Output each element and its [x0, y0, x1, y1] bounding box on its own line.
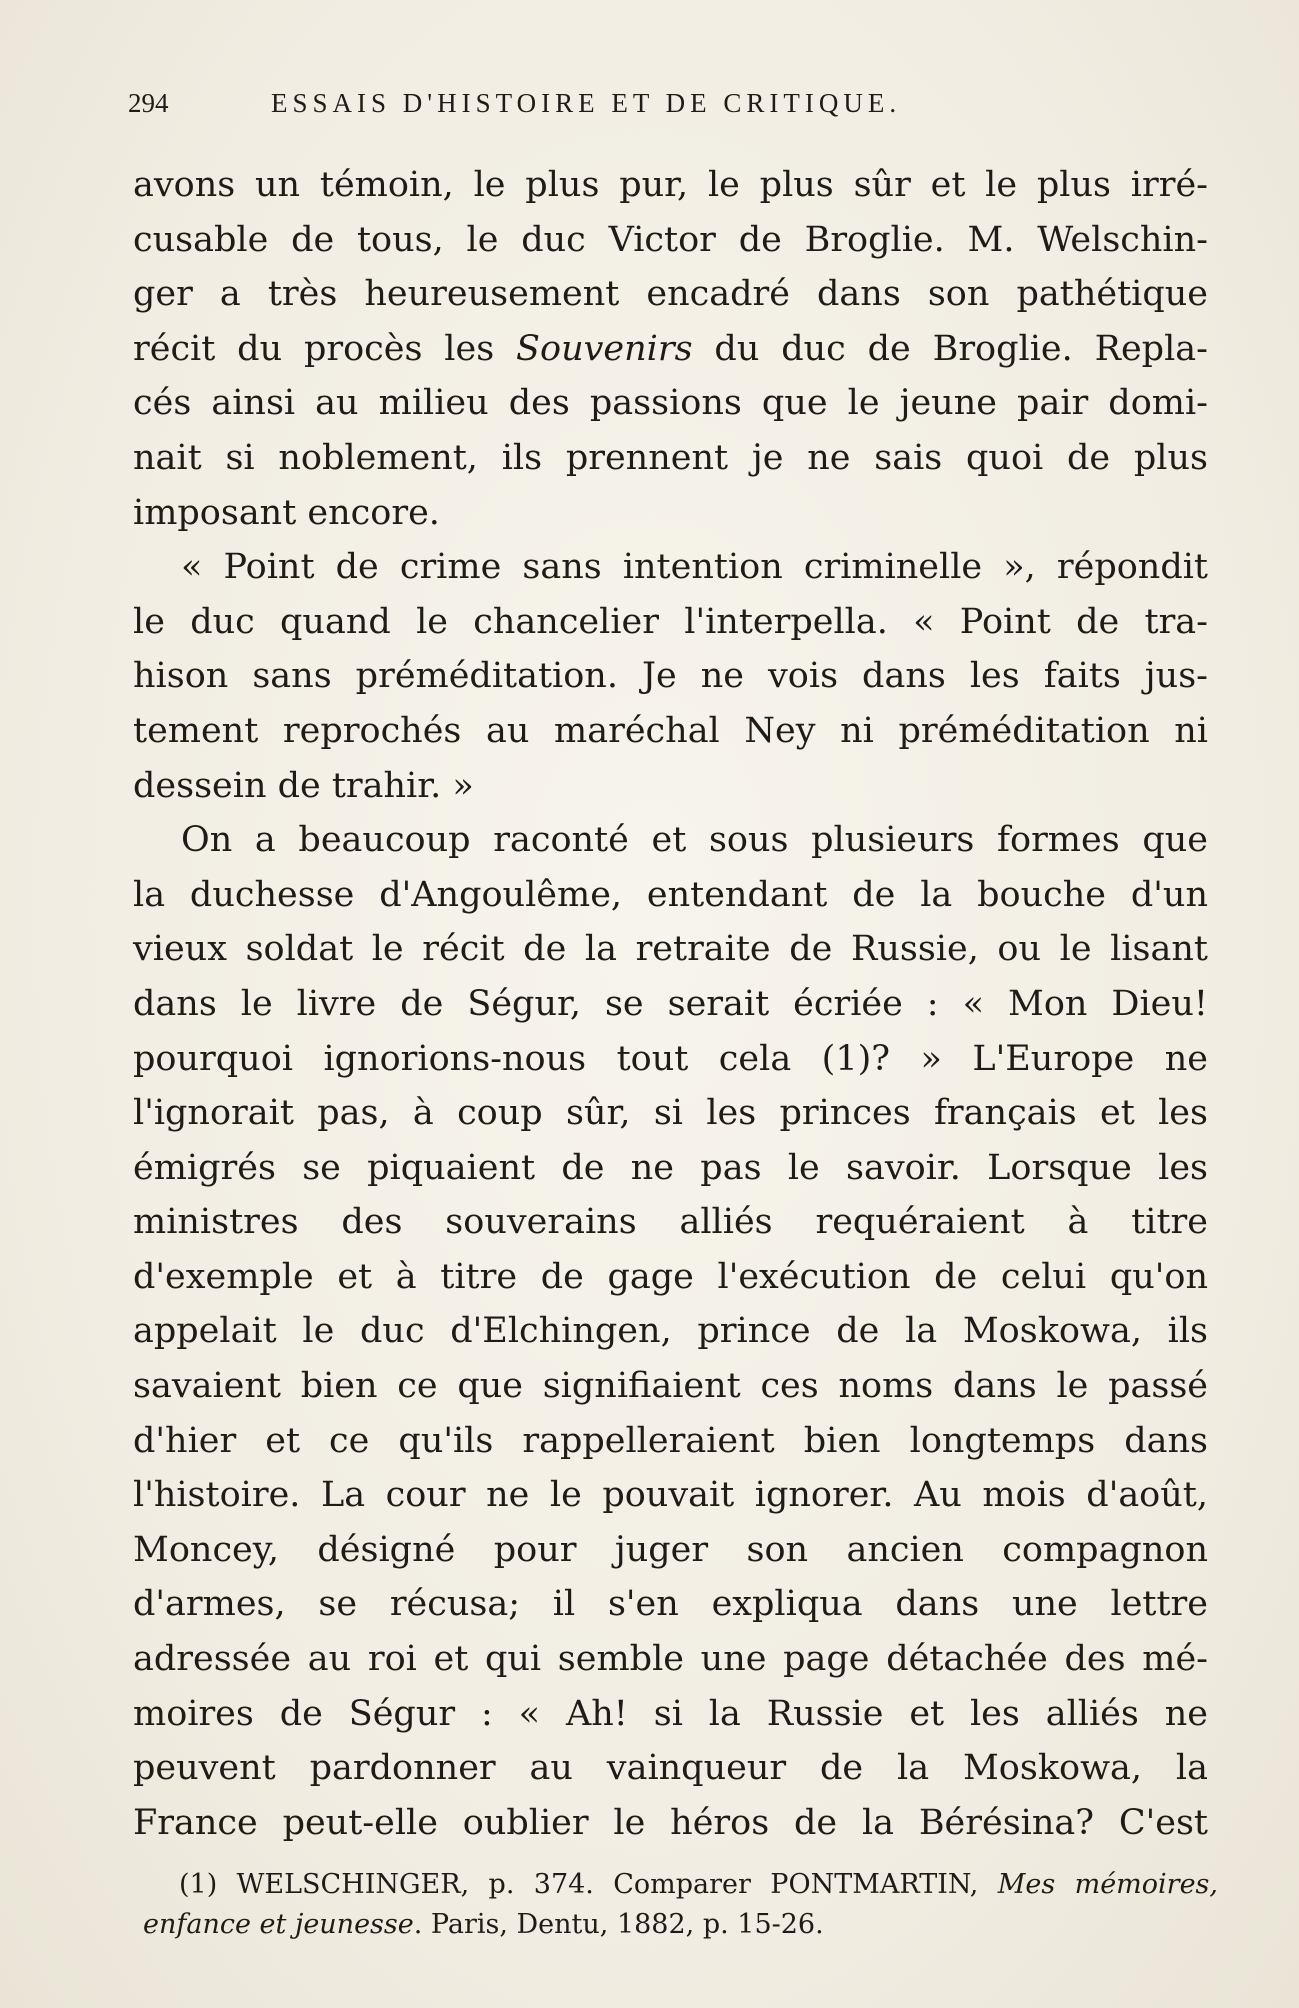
text-line: émigrés se piquaient de ne pas le savoir. Lorsque les [133, 1147, 1208, 1188]
running-title: ESSAIS D'HISTOIRE ET DE CRITIQUE. [271, 88, 902, 118]
footnote-line [143, 1905, 1218, 1945]
text-line: hison sans préméditation. Je ne vois dans les faits jus- [133, 656, 1208, 697]
text-line: l'histoire. La cour ne le pouvait ignorer. Au mois d'août, [133, 1475, 1208, 1516]
text-line: pourquoi ignorions-nous tout cela (1)? » L'Europe ne [133, 1038, 1208, 1079]
text-line: tement reprochés au maréchal Ney ni préméditation ni [133, 710, 1208, 751]
text-line: moires de Ségur : « Ah! si la Russie et les alliés ne [133, 1693, 1208, 1734]
text-line [133, 322, 1208, 377]
text-line: avons un témoin, le plus pur, le plus sûr et le plus irré- [133, 165, 1208, 205]
italic-title: Souvenirs [516, 328, 693, 369]
text-line: Moncey, désigné pour juger son ancien compagnon [133, 1529, 1208, 1570]
text-line: cusable de tous, le duc Victor de Broglie. M. Welschin- [133, 219, 1208, 260]
text-segment: du duc de Broglie. Repla- [714, 328, 1208, 369]
text-line: d'armes, se récusa; il s'en expliqua dans une lettre [133, 1584, 1208, 1625]
footnote [143, 1865, 1218, 1945]
text-line: dans le livre de Ségur, se serait écriée : « Mon Dieu! [133, 983, 1208, 1024]
text-line: adressée au roi et qui semble une page détachée des mé- [133, 1639, 1208, 1680]
footnote-text: (1) WELSCHINGER, p. 374. Comparer PONTMARTIN, [179, 1869, 979, 1900]
footnote-line [143, 1865, 1218, 1905]
text-line: On a beaucoup raconté et sous plusieurs formes que [181, 820, 1208, 861]
text-segment: récit du procès les [133, 328, 495, 369]
text-line: vieux soldat le récit de la retraite de Russie, ou le lisant [133, 929, 1208, 970]
footnote-text: . Paris, Dentu, 1882, p. 15-26. [413, 1909, 824, 1940]
text-line: l'ignorait pas, à coup sûr, si les princes français et les [133, 1093, 1208, 1134]
text-line: d'exemple et à titre de gage l'exécution de celui qu'on [133, 1256, 1208, 1297]
text-line: France peut-elle oublier le héros de la Bérésina? C'est [133, 1802, 1208, 1843]
text-line: « Point de crime sans intention criminelle », répondit [181, 547, 1208, 588]
text-line: ger a très heureusement encadré dans son pathétique [133, 274, 1208, 315]
text-line: imposant encore. [133, 492, 440, 533]
text-line: le duc quand le chancelier l'interpella. « Point de tra- [133, 601, 1208, 642]
text-line: d'hier et ce qu'ils rappelleraient bien longtemps dans [133, 1420, 1208, 1461]
footnote-italic: Mes mémoires, [997, 1869, 1218, 1900]
page-header [128, 88, 1218, 128]
text-line: dessein de trahir. » [133, 765, 474, 806]
body-text [133, 158, 1208, 1850]
text-line: appelait le duc d'Elchingen, prince de la Moskowa, ils [133, 1311, 1208, 1352]
text-line: peuvent pardonner au vainqueur de la Moskowa, la [133, 1748, 1208, 1789]
text-line: savaient bien ce que signifiaient ces noms dans le passé [133, 1366, 1208, 1407]
text-line: nait si noblement, ils prennent je ne sais quoi de plus [133, 437, 1208, 478]
footnote-italic: enfance et jeunesse [143, 1909, 414, 1940]
text-line: ministres des souverains alliés requéraient à titre [133, 1202, 1208, 1243]
text-line: cés ainsi au milieu des passions que le jeune pair domi- [133, 383, 1208, 424]
page-number: 294 [128, 88, 169, 118]
text-line: la duchesse d'Angoulême, entendant de la bouche d'un [133, 874, 1208, 915]
